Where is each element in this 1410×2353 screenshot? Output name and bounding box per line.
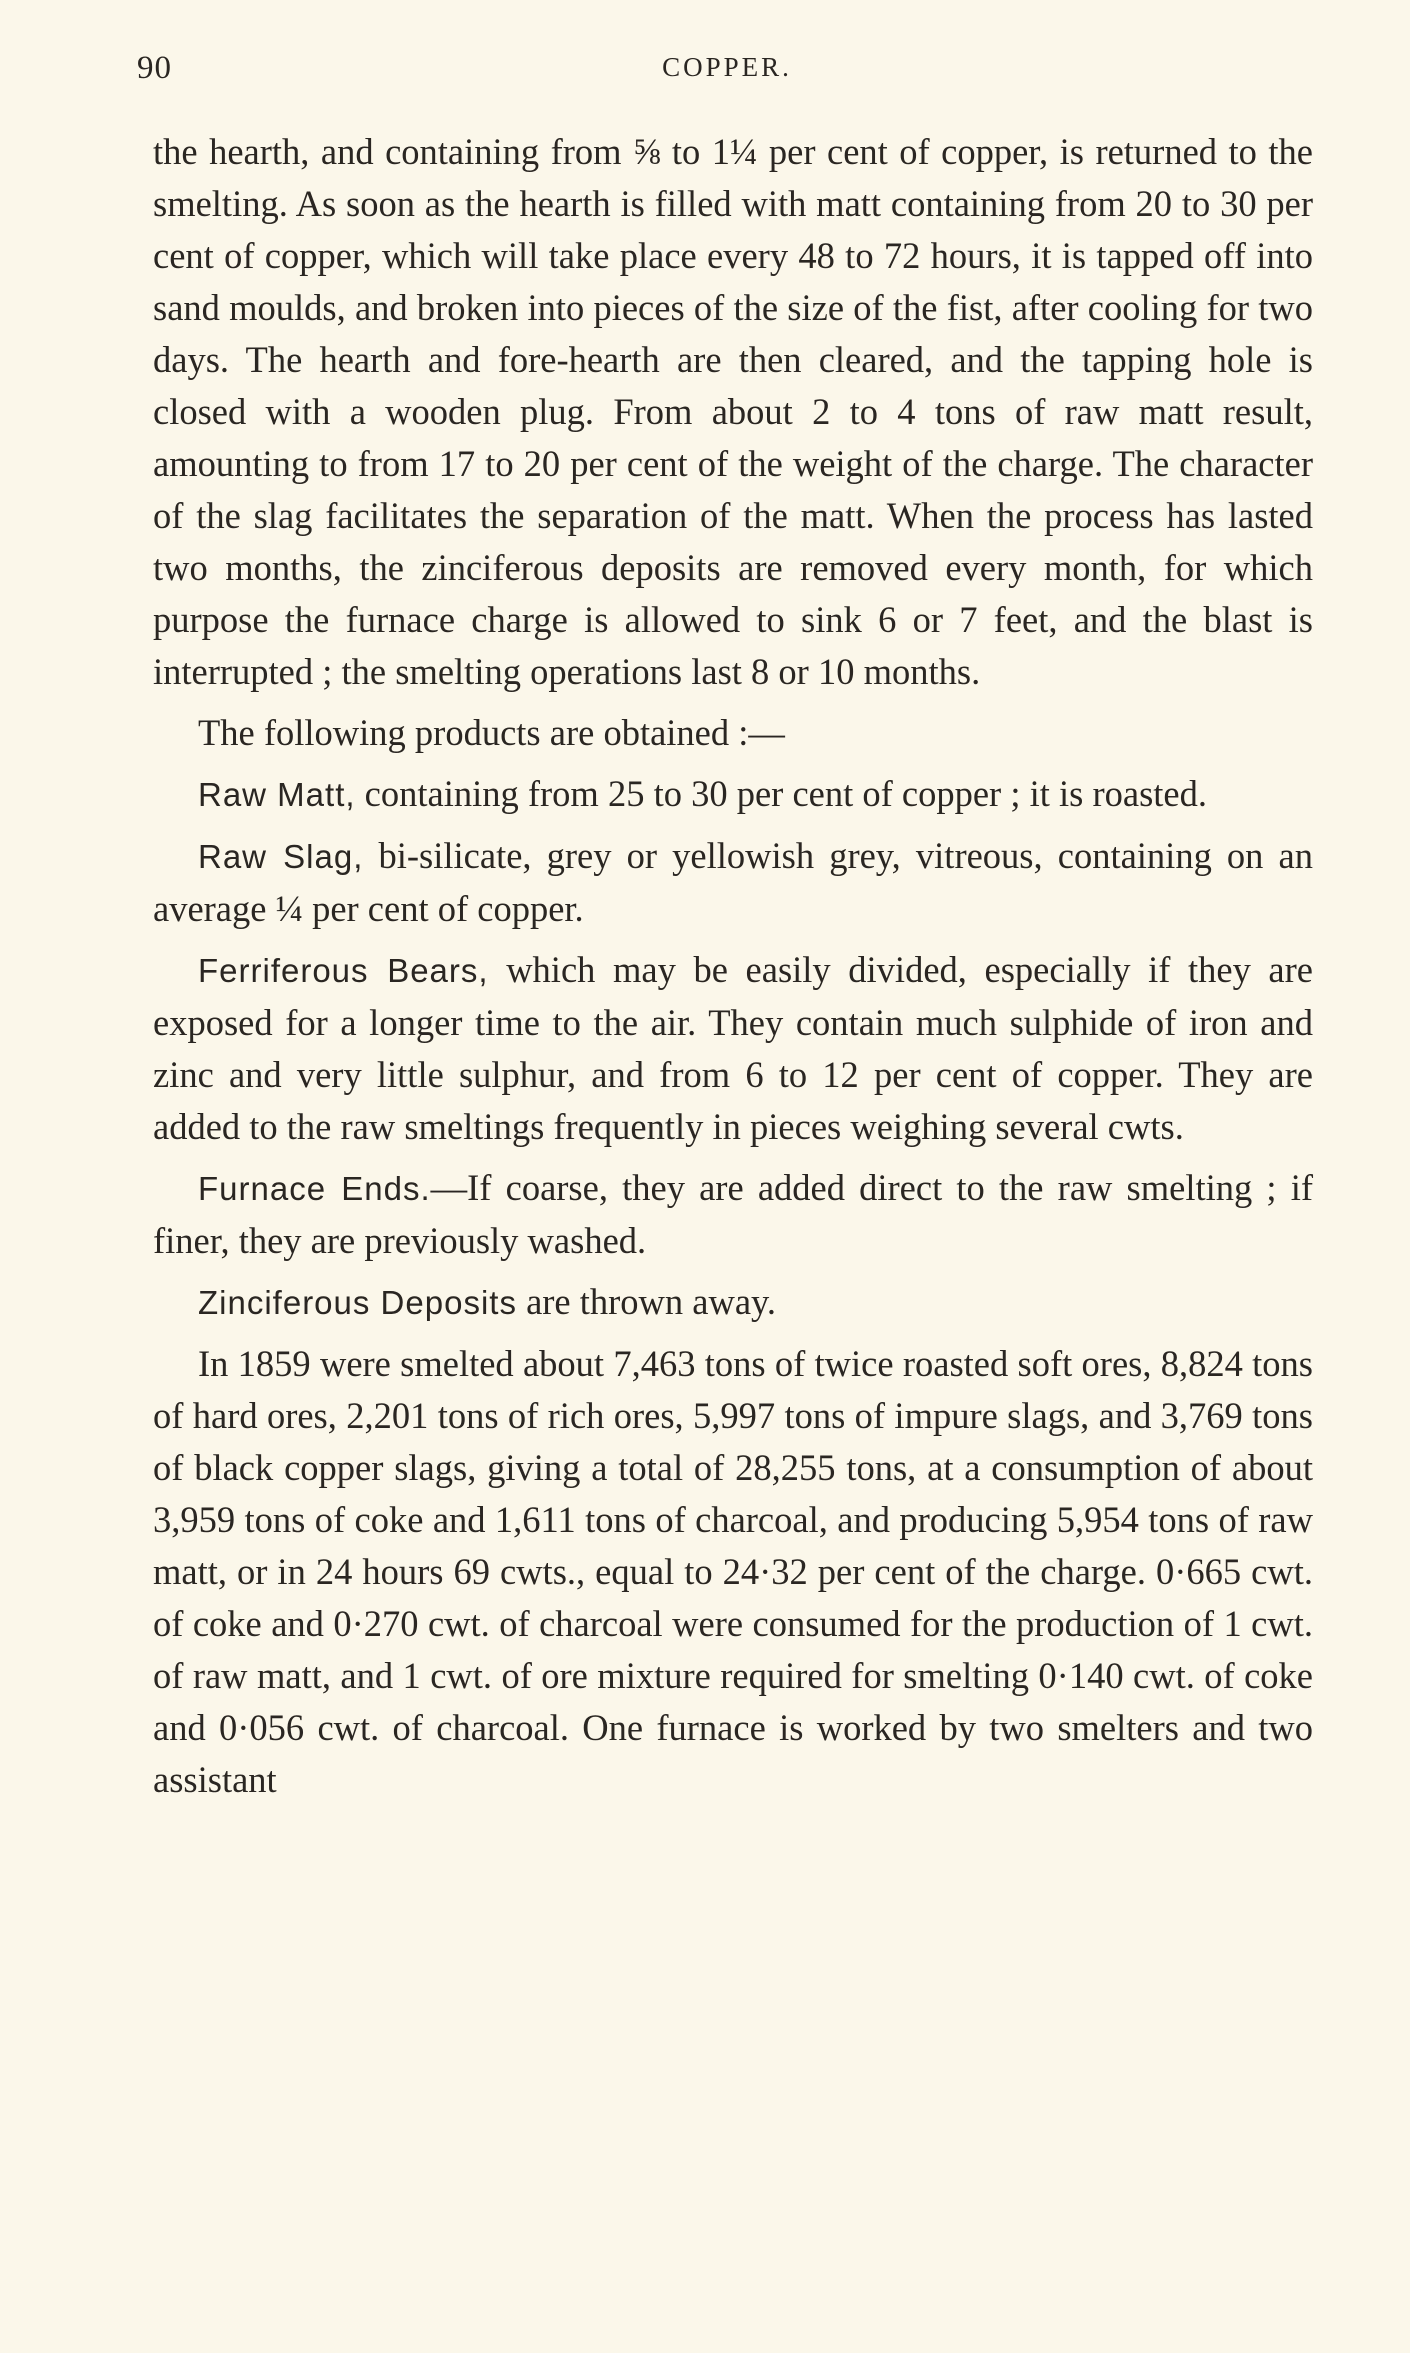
product-term: Zinciferous Deposits [198,1284,517,1321]
paragraph-products-intro: The following products are obtained :— [198,712,785,753]
product-description: —If coarse, they are added direct to the raw smelting ; if finer, they are previously washed. [153,1167,1313,1261]
product-raw-matt [153,768,1313,821]
product-term: Ferriferous Bears, [198,952,489,989]
product-term: Raw Matt, [198,776,356,813]
product-description: which may be easily divided, especially if they are exposed for a longer time to the air. They contain much sulphide of iron and zinc and very little sulphur, and from 6 to 12 per cent of copper. They are added to the raw smeltings frequently in pieces weighing several cwts. [153,949,1313,1147]
paragraph-continuation: the hearth, and containing from ⅝ to 1¼ per cent of copper, is returned to the smelting. As soon as the hearth is filled with matt containing from 20 to 30 per cent of copper, which will take place every 48 to 72 hours, it is tapped off into sand moulds, and broken into pieces of the size of the fist, after cooling for two days. The hearth and fore-hearth are then cleared, and the tapping hole is closed with a wooden plug. From about 2 to 4 tons of raw matt result, amounting to from 17 to 20 per cent of the weight of the charge. The character of the slag facilitates the separation of the matt. When the process has lasted two months, the zinciferous deposits are removed every month, for which purpose the furnace charge is allowed to sink 6 or 7 feet, and the blast is interrupted ; the smelting operations last 8 or 10 months. [153,131,1313,692]
product-raw-slag [153,830,1313,935]
product-description: containing from 25 to 30 per cent of copper ; it is roasted. [355,773,1207,814]
product-description: are thrown away. [516,1281,777,1322]
paragraph-1859-statistics: In 1859 were smelted about 7,463 tons of twice roasted soft ores, 8,824 tons of hard ores, 2,201 tons of rich ores, 5,997 tons of impure slags, and 3,769 tons of black copper slags, giving a total of 28,255 tons, at a consumption of about 3,959 tons of coke and 1,611 tons of charcoal, and producing 5,954 tons of raw matt, or in 24 hours 69 cwts., equal to 24·32 per cent of the charge. 0·665 cwt. of coke and 0·270 cwt. of charcoal were consumed for the production of 1 cwt. of raw matt, and 1 cwt. of ore mixture required for smelting 0·140 cwt. of coke and 0·056 cwt. of charcoal. One furnace is worked by two smelters and two assistant [153,1343,1313,1800]
running-title: COPPER. [662,52,792,82]
body-text [153,126,1313,1815]
product-description: bi-silicate, grey or yellowish grey, vitreous, containing on an average ¼ per cent of copper. [153,835,1313,929]
page-number: 90 [137,50,172,86]
product-furnace-ends [153,1162,1313,1267]
product-ferriferous-bears [153,944,1313,1153]
running-head [137,50,1317,90]
product-term: Furnace Ends. [198,1170,431,1207]
product-term: Raw Slag, [198,838,364,875]
product-zinciferous-deposits [153,1276,1313,1329]
